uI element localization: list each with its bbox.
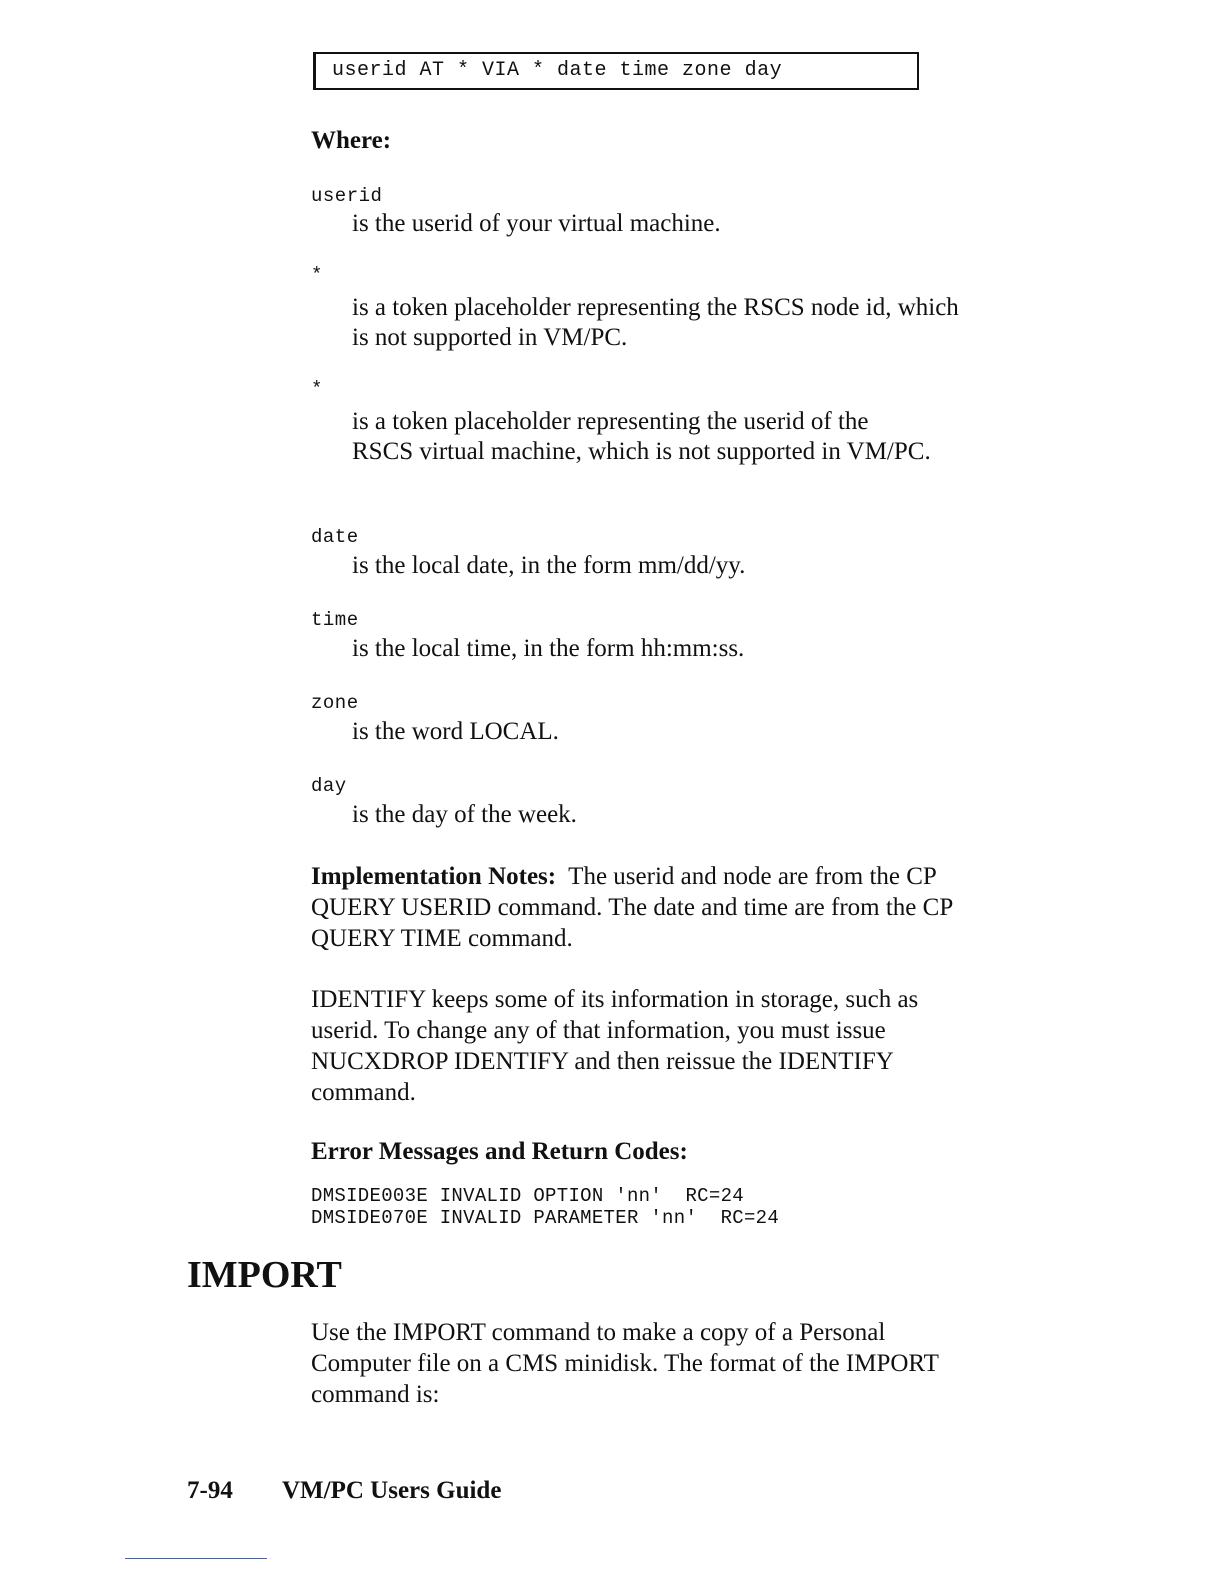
footer-rule — [125, 1558, 267, 1559]
definition-description: is a token placeholder representing the userid of the RSCS virtual machine, which is not supported in VM/PC. — [352, 408, 931, 465]
book-title: VM/PC Users Guide — [282, 1477, 502, 1504]
definition-description: is a token placeholder representing the RSCS node id, which is not supported in VM/PC. — [352, 294, 959, 351]
error-messages-label: Error Messages and Return Codes — [311, 1138, 680, 1165]
definition-description: is the local time, in the form hh:mm:ss. — [352, 635, 745, 662]
where-heading: Where: — [311, 127, 392, 154]
error-message-line: DMSIDE003E INVALID OPTION 'nn' RC=24 — [311, 1185, 744, 1207]
section-title-import: IMPORT — [187, 1254, 342, 1296]
implementation-notes: Implementation Notes: The userid and node are from the CP QUERY USERID command. The date and time are from the CP QUERY TIME command. — [311, 863, 953, 952]
implementation-notes-text: The userid and node are from the CP QUERY USERID command. The date and time are from the CP QUERY TIME command. — [311, 863, 953, 952]
definition-term: zone — [311, 692, 359, 714]
error-message-line: DMSIDE070E INVALID PARAMETER 'nn' RC=24 — [311, 1207, 780, 1229]
error-messages-heading: Error Messages and Return Codes: — [311, 1138, 688, 1165]
definition-term: time — [311, 609, 359, 631]
definition-description: is the word LOCAL. — [352, 718, 559, 745]
import-intro-paragraph: Use the IMPORT command to make a copy of a Personal Computer file on a CMS minidisk. The format of the IMPORT command is: — [311, 1319, 939, 1408]
definition-term: * — [311, 378, 323, 400]
definition-term: * — [311, 264, 323, 286]
definition-term: day — [311, 775, 347, 797]
implementation-notes-label: Implementation Notes — [311, 863, 548, 890]
definition-description: is the local date, in the form mm/dd/yy. — [352, 552, 746, 579]
definition-description: is the userid of your virtual machine. — [352, 210, 721, 237]
definition-term: date — [311, 526, 359, 548]
definition-description: is the day of the week. — [352, 801, 577, 828]
syntax-box: userid AT * VIA * date time zone day — [313, 52, 919, 90]
identify-paragraph: IDENTIFY keeps some of its information in storage, such as userid. To change any of that information, you must issue NUCXDROP IDENTIFY and then reissue the IDENTIFY command. — [311, 986, 919, 1106]
definition-term: userid — [311, 185, 383, 207]
page-number: 7-94 — [187, 1477, 233, 1504]
